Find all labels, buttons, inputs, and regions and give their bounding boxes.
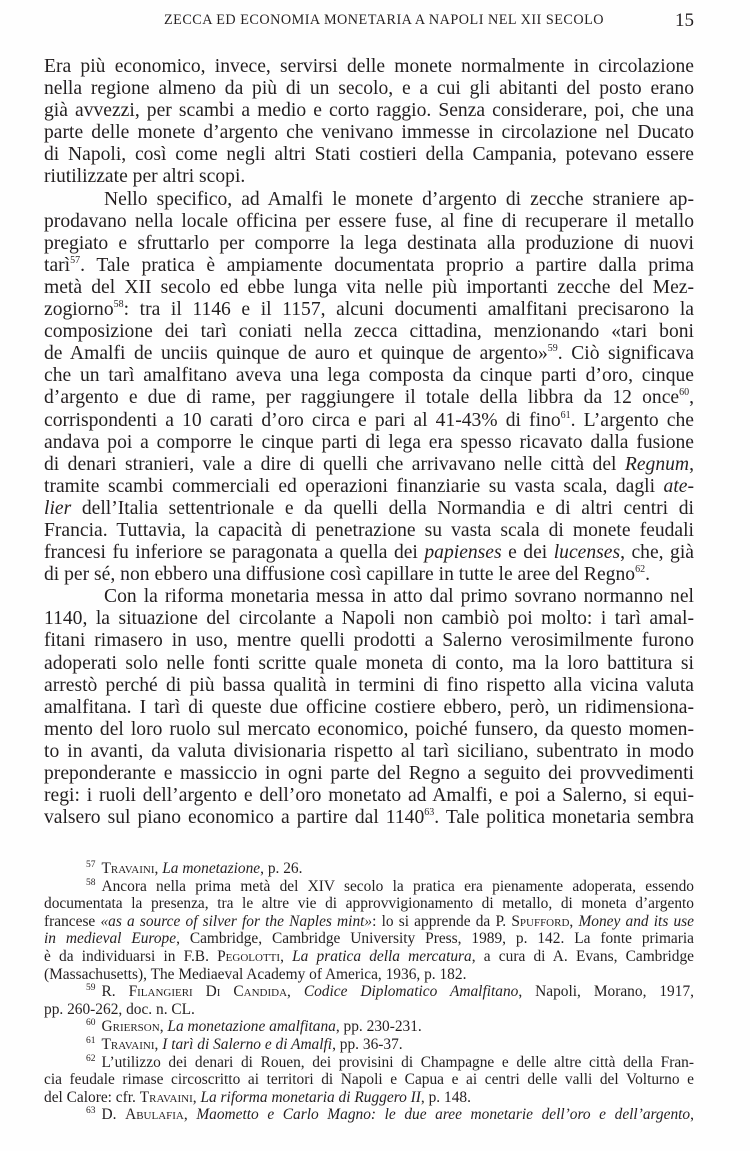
text-line: prodavano nella locale officina per essere fuse, al fine di recuperare il metallo [44,210,694,232]
text-line: adoperati solo nelle fonti scritte quale moneta di conto, ma la loro battitura si [44,652,694,674]
footnote-57: $^{57}$ Travaini, La monetazione, p. 26. [86,860,303,877]
text-line: francesi fu inferiore se paragonata a quella dei papienses e dei lucenses, che, già [44,542,694,564]
text-line: che un tarì amalfitano aveva una lega composta da cinque parti d’oro, cinque [44,365,694,387]
author: Grierson [101,1018,160,1036]
work-title: La pratica della mercatura [292,947,472,965]
author: Travaini [101,1035,155,1053]
author: Abulafia [125,1106,184,1124]
text-line: amalfitana. I tarì di queste due officine costiere ebbero, però, un ridimensiona- [44,696,694,718]
footnote-line: pp. 260-262, doc. n. CL. [44,1000,195,1018]
work-title: in medieval Europe [44,930,177,948]
footnote-line: è da individuarsi in F.B. Pegolotti, La pratica della mercatura, a cura di A. Evans, Cambridge [44,947,694,965]
work-title: Maometto e Carlo Magno: le due aree monetarie dell’oro e dell’argento [196,1106,691,1124]
text-line: già avvezzi, per scambi a medio e corto raggio. Senza considerare, poi, che una [44,100,694,122]
footnote-number: 58 [86,877,96,888]
author: Travaini [101,860,155,877]
text-line: to in avanti, da valuta divisionaria rispetto al tarì siciliano, subentrato in modo [44,740,694,762]
text-line: tramite scambi commerciali ed operazioni finanziarie su vasta scala, dagli ate- [44,475,694,497]
footnote-ref-63[interactable]: 63 [424,807,435,819]
footnote-number: 61 [86,1035,96,1046]
work-title: Codice Diplomatico Amalfitano [303,983,519,1001]
work-title: La monetazione [162,860,261,877]
footnote-ref-62[interactable]: 62 [635,564,646,576]
text-line: preponderante e massiccio in ogni parte del Regno a seguito dei provvedimenti [44,763,694,784]
text-line: regi: i ruoli dell’argento e dell’oro monetato ad Amalfi, e poi a Salerno, si equi- [44,785,694,807]
text-line: di per sé, non ebbero una diffusione così capillare in tutte le aree del Regno$^{62}$. [44,564,650,586]
author: Spufford [511,912,570,930]
paragraph-start: Nello specifico, ad Amalfi le monete d’argento di zecche straniere ap- [104,188,694,210]
text-line: parte delle monete d’argento che venivano immesse in circolazione nel Ducato [44,122,694,144]
footnote-60: $^{60}$ Grierson, La monetazione amalfitana, pp. 230-231. [86,1018,422,1036]
running-title: ZECCA ED ECONOMIA MONETARIA A NAPOLI NEL XII SECOLO [164,12,604,28]
footnote-63: $^{63}$ D. Abulafia, Maometto e Carlo Magno: le due aree monetarie dell’oro e dell’argento, [86,1106,694,1124]
footnote-ref-58[interactable]: 58 [113,299,124,311]
text-line: tarì$^{57}$. Tale pratica è ampiamente documentata proprio a partire dalla prima [44,254,694,276]
footnote-line: (Massachusetts), The Mediaeval Academy of America, 1936, p. 182. [44,965,467,983]
paragraph-start: Con la riforma monetaria messa in atto dal primo sovrano normanno nel [104,586,694,608]
footnote-62: $^{62}$ L’utilizzo dei denari di Rouen, dei provisini di Champagne e delle altre città della Fran- [86,1053,694,1071]
footnote-ref-61[interactable]: 61 [560,409,571,421]
page-number: 15 [675,10,694,31]
text-line: di denari stranieri, vale a dire di quelli che arrivavano nelle città del Regnum, [44,453,694,475]
italic-term: lier [44,497,72,519]
italic-term: ate- [663,475,694,497]
footnote-ref-59[interactable]: 59 [547,343,558,355]
author: Pegolotti [217,947,281,965]
text-line: lier dell’Italia settentrionale e da quelli della Normandia e di altri centri di [44,497,694,519]
work-title: Money and its use [578,912,694,930]
text-line: valsero sul piano economico a partire dal 1140$^{63}$. Tale politica monetaria sembra [44,807,694,829]
footnote-number: 59 [86,983,96,994]
work-title: La monetazione amalfitana [167,1018,336,1036]
text-line: di Napoli, così come negli altri Stati costieri della Campania, potevano essere [44,144,694,166]
italic-term: Regnum [624,453,690,475]
text-line: nella regione almeno da più di un secolo, e a cui gli abitanti del posto erano [44,78,694,100]
footnote-number: 57 [86,860,96,870]
footnote-ref-57[interactable]: 57 [70,254,81,266]
text-line: de Amalfi de unciis quinque de auro et quinque de argento»$^{59}$. Ciò significava [44,343,694,365]
footnote-ref-60[interactable]: 60 [679,387,690,399]
text-line: Francia. Tuttavia, la capacità di penetrazione su vasta scala di monete feudali [44,519,694,541]
text-line: corrispondenti a 10 carati d’oro circa e pari al 41-43% di fino$^{61}$. L’argento che [44,409,694,431]
text-line: riutilizzate per altri scopi. [44,166,246,188]
footnotes [44,860,694,1124]
work-title: La riforma monetaria di Ruggero II [200,1088,421,1106]
footnote-line: del Calore: cfr. Travaini, La riforma monetaria di Ruggero II, p. 148. [44,1088,471,1106]
quotation: «as a source of silver for the Naples mint» [100,912,373,930]
footnote-number: 60 [86,1018,96,1029]
text-line: arrestò perché di più bassa qualità in termini di fino rispetto alla vicina valuta [44,674,694,696]
text-line: andava poi a comporre le cinque parti di lega era spesso ricavato dalla fusione [44,431,694,453]
work-title: I tarì di Salerno e di Amalfi [162,1035,333,1053]
footnote-line: francese «as a source of silver for the Naples mint»: lo si apprende da P. Spufford, Money and its use [44,912,694,930]
text-line: zogiorno$^{58}$: tra il 1146 e il 1157, alcuni documenti amalfitani precisarono la [44,299,694,321]
footnote-line: documentata la presenza, tra le altre vie di approvvigionamento di metallo, di moneta d’argento [44,895,694,913]
main-text [44,56,694,829]
footnote-61: $^{61}$ Travaini, I tarì di Salerno e di Amalfi, pp. 36-37. [86,1035,403,1053]
text-line: pregiato e sfruttarlo per comporre la lega destinata alla produzione di nuovi [44,232,694,254]
text-line: fitani rimasero in uso, mentre quelli prodotti a Salerno verosimilmente furono [44,630,694,652]
footnote-number: 62 [86,1053,96,1064]
author: Travaini [139,1088,193,1106]
text-line: 1140, la situazione del circolante a Napoli non cambiò poi molto: i tarì amal- [44,608,694,630]
text-line: composizione dei tarì coniati nella zecca cittadina, menzionando «tari boni [44,321,694,343]
running-head [44,10,694,34]
author: Filangieri Di Candida [128,983,288,1001]
footnote-line: in medieval Europe, Cambridge, Cambridge University Press, 1989, p. 142. La fonte primaria [44,930,694,948]
footnote-58: $^{58}$ Ancora nella prima metà del XIV secolo la pratica era pienamente adoperata, essendo [86,877,694,895]
text-line: metà del XII secolo ed ebbe lunga vita nelle più importanti zecche del Mez- [44,276,694,298]
text-line: Era più economico, invece, servirsi delle monete normalmente in circolazione [44,56,694,77]
text-line: d’argento e due di rame, per raggiungere il totale della libbra da 12 once$^{60}$, [44,387,694,409]
footnote-line: cia feudale rimase circoscritto ai territori di Napoli e Capua e ai centri delle valli del Volturno e [44,1071,694,1089]
footnote-59: $^{59}$ R. Filangieri Di Candida, Codice Diplomatico Amalfitano, Napoli, Morano, 1917, [86,983,694,1001]
footnote-number: 63 [86,1106,96,1117]
italic-term: lucenses [553,542,621,564]
text-line: mento del loro ruolo sul mercato economico, poiché funsero, da questo momen- [44,718,694,740]
italic-term: papienses [424,542,502,564]
